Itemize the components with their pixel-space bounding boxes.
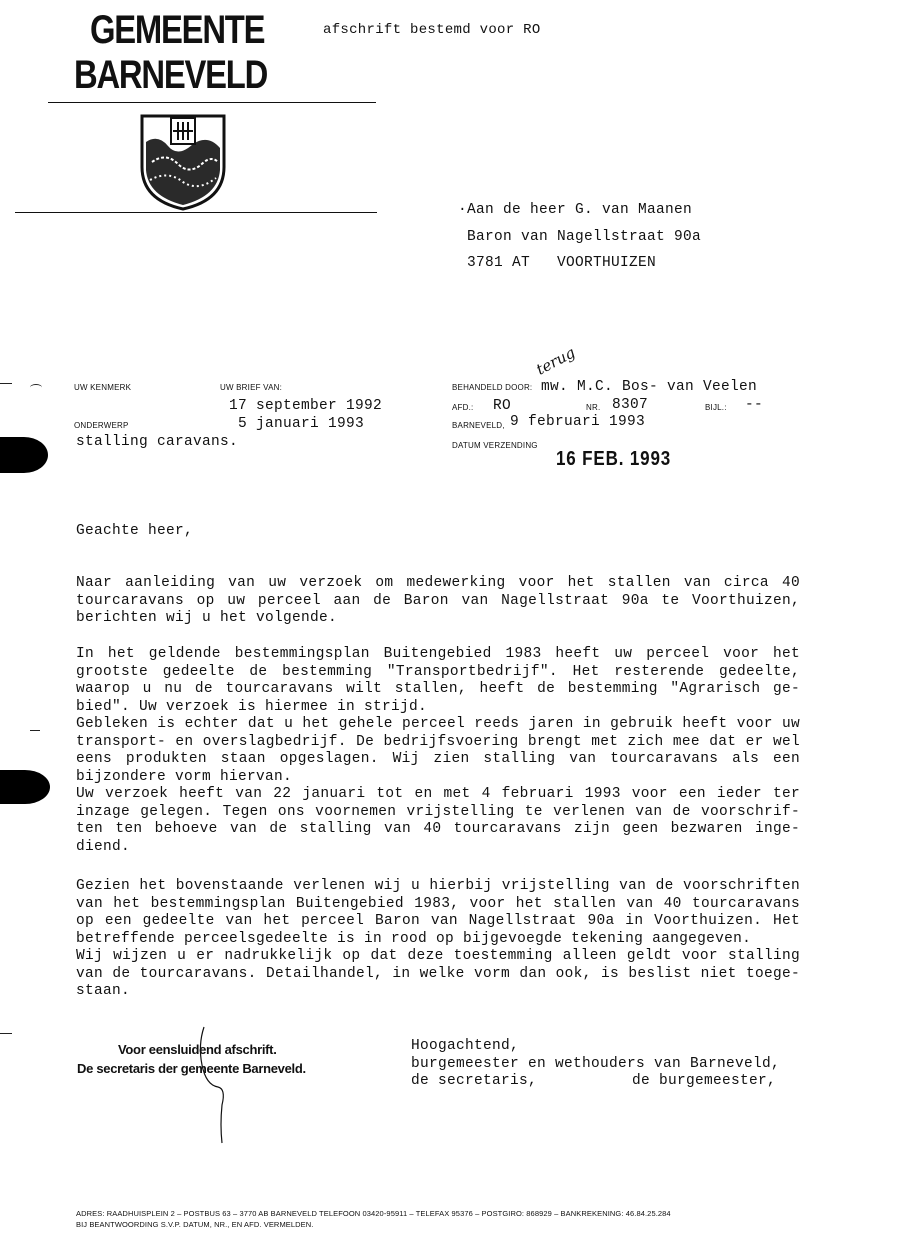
logo-line-2: BARNEVELD bbox=[74, 53, 268, 97]
bijl-value: -- bbox=[745, 397, 764, 413]
barneveld-date: 9 februari 1993 bbox=[510, 414, 646, 430]
closing-line: burgemeester en wethouders van Barneveld, bbox=[411, 1056, 781, 1072]
stamp-line-1: Voor eensluidend afschrift. bbox=[118, 1042, 277, 1057]
punch-hole-bottom bbox=[0, 770, 50, 804]
recipient-name: ·Aan de heer G. van Maanen bbox=[458, 202, 693, 218]
uw-kenmerk-label: UW KENMERK bbox=[74, 383, 132, 392]
signature-mark bbox=[196, 1025, 236, 1145]
nr-label: NR. bbox=[586, 403, 601, 412]
logo-line-1: GEMEENTE bbox=[90, 8, 265, 52]
letterhead-rule-top bbox=[48, 102, 376, 103]
nr-value: 8307 bbox=[612, 397, 649, 413]
datum-verzending-stamp: 16 FEB. 1993 bbox=[556, 448, 672, 470]
punch-hole-top bbox=[0, 437, 48, 473]
closing-burgemeester: de burgemeester, bbox=[632, 1073, 777, 1089]
coat-of-arms-icon bbox=[138, 112, 228, 212]
onderwerp-date: 5 januari 1993 bbox=[238, 416, 365, 432]
margin-tick bbox=[30, 384, 42, 391]
datum-verzending-label: DATUM VERZENDING bbox=[452, 441, 538, 450]
margin-tick bbox=[30, 730, 40, 731]
behandeld-value: mw. M.C. Bos- van Veelen bbox=[541, 379, 758, 395]
body-paragraph-3: Gezien het bovenstaande verlenen wij u hierbij vrijstelling van de voorschriften van het bestemmingsplan Buitengebied 1983, voor het stallen van 40 tourcaravans op een gedeelte van het perceel Baron van Nagellstraat 90a in Voorthuizen. Het betreffende perceelsgedeelte is in rood op bijgevoegde tekening aangegeven. Wij wijzen u er nadrukkelijk op dat deze toestemming alleen geldt voor stalling van de tourcaravans. Detailhandel, in welke vorm dan ook, is beslist niet toege-staan. bbox=[76, 878, 800, 999]
salutation: Geachte heer, bbox=[76, 523, 194, 539]
copy-note: afschrift bestemd voor RO bbox=[323, 22, 541, 38]
uw-brief-label: UW BRIEF VAN: bbox=[220, 383, 283, 392]
closing-secretaris: de secretaris, bbox=[411, 1073, 538, 1089]
afd-value: RO bbox=[493, 398, 512, 414]
stamp-line-2: De secretaris der gemeente Barneveld. bbox=[77, 1061, 306, 1076]
recipient-city: 3781 AT VOORTHUIZEN bbox=[467, 255, 657, 271]
body-paragraph-1: Naar aanleiding van uw verzoek om medewerking voor het stallen van circa 40 tourcaravans op uw perceel aan de Baron van Nagellstraat 90a te Voorthuizen, berichten wij u het volgende. bbox=[76, 575, 810, 626]
barneveld-label: BARNEVELD, bbox=[452, 421, 505, 430]
handwritten-note: terug bbox=[533, 343, 579, 379]
onderwerp-value: stalling caravans. bbox=[76, 434, 239, 450]
afd-label: AFD.: bbox=[452, 403, 474, 412]
letterhead-rule-bottom bbox=[15, 212, 377, 213]
margin-mark bbox=[0, 383, 12, 384]
recipient-street: Baron van Nagellstraat 90a bbox=[467, 229, 702, 245]
bijl-label: BIJL.: bbox=[705, 403, 727, 412]
footer-address: ADRES: RAADHUISPLEIN 2 – POSTBUS 63 – 3770 AB BARNEVELD TELEFOON 03420-95911 – TELEFAX 95376 – POSTGIRO: 868929 – BANKREKENING: 46.84.25.284 bbox=[76, 1209, 671, 1218]
closing-greeting: Hoogachtend, bbox=[411, 1038, 520, 1054]
behandeld-label: BEHANDELD DOOR: bbox=[452, 383, 533, 392]
footer-note: BIJ BEANTWOORDING S.V.P. DATUM, NR., EN AFD. VERMELDEN. bbox=[76, 1220, 314, 1229]
onderwerp-label: ONDERWERP bbox=[74, 421, 129, 430]
uw-brief-value: 17 september 1992 bbox=[229, 398, 383, 414]
margin-mark bbox=[0, 1033, 12, 1034]
body-paragraph-2: In het geldende bestemmingsplan Buitengebied 1983 heeft uw perceel voor het grootste gedeelte de bestemming "Transportbedrijf". Het resterende gedeelte, waarop u nu de tourcaravans wilt stallen, heeft de bestemming "Agrarisch ge-bied". Uw verzoek is hiermee in strijd. Gebleken is echter dat u het gehele perceel reeds jaren in gebruik heeft voor uw transport- en overslagbedrijf. De bedrijfsvoering brengt met zich mee dat er wel eens produkten staan opgeslagen. Wij zien stalling van tourcaravans als een bijzondere vorm hiervan. Uw verzoek heeft van 22 januari tot en met 4 februari 1993 voor een ieder ter inzage gelegen. Tegen ons voornemen vrijstelling te verlenen van de voorschrif-ten ten behoeve van de stalling van 40 tourcaravans zijn geen bezwaren inge-diend. bbox=[76, 646, 800, 855]
